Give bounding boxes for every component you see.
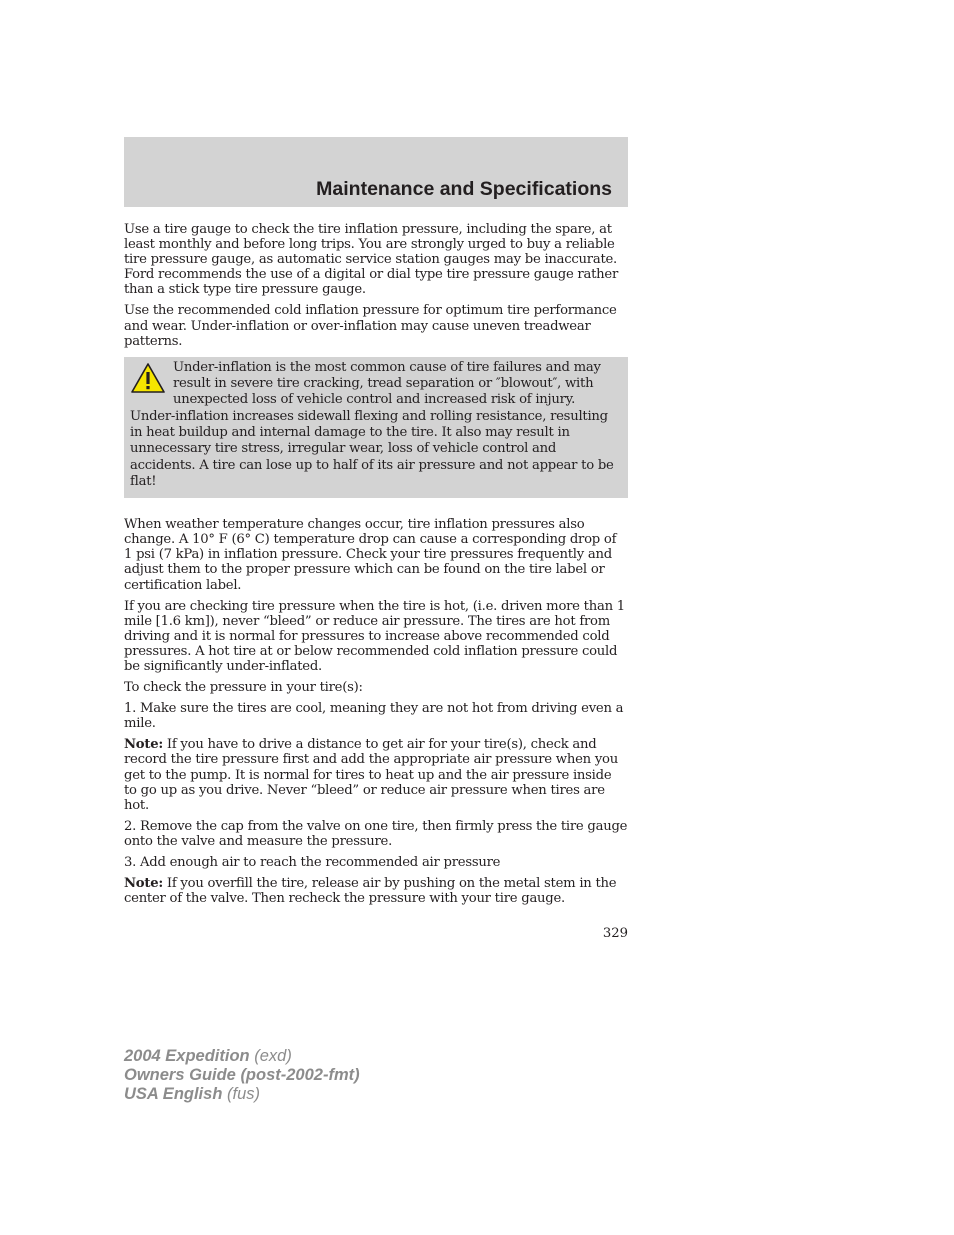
- paragraph-hot-tire: If you are checking tire pressure when the tire is hot, (i.e. driven more than 1 mile [1.6 km]), never “bleed” or reduce air pressure. The tires are hot from driving and it is normal for pressures to increase above recommended cold pressures. A hot tire at or below recommended cold inflation pressure could be significantly under-inflated.: [124, 598, 625, 674]
- footer-model-code: (exd): [249, 1047, 292, 1065]
- section-title: Maintenance and Specifications: [316, 178, 612, 200]
- note-1-label: Note:: [124, 737, 163, 753]
- warning-text: Under-inflation is the most common cause of tire failures and may result in severe tire cracking, tread separation or ″blowout″, with unexpected loss of vehicle control and increased risk of injury. Under-inflation increases sidewall flexing and rolling resistance, resulting in heat buildup and internal damage to the tire. It also may result in unnecessary tire stress, irregular wear, loss of vehicle control and accidents. A tire can lose up to half of its air pressure and not appear to be flat!: [130, 359, 614, 489]
- paragraph-gauge: Use a tire gauge to check the tire inflation pressure, including the spare, at least monthly and before long trips. You are strongly urged to buy a reliable tire pressure gauge, as automatic service station gauges may be inaccurate. Ford recommends the use of a digital or dial type tire pressure gauge rather than a stick type tire pressure gauge.: [124, 222, 619, 298]
- document-footer: [124, 1047, 360, 1104]
- step-1: 1. Make sure the tires are cool, meaning they are not hot from driving even a mile.: [124, 701, 624, 732]
- footer-line-1: [124, 1047, 360, 1066]
- warning-triangle-icon: [130, 362, 166, 394]
- note-2-label: Note:: [124, 876, 163, 892]
- section-header-band: [124, 137, 628, 207]
- warning-box: [124, 357, 628, 498]
- note-1-text: If you have to drive a distance to get air for your tire(s), check and record the tire pressure first and add the appropriate air pressure when you get to the pump. It is normal for tires to heat up and the air pressure inside to go up as you drive. Never “bleed” or reduce air pressure when tires are hot.: [124, 737, 618, 813]
- note-2-text: If you overfill the tire, release air by pushing on the metal stem in the center of the valve. Then recheck the pressure with your tire gauge.: [124, 876, 617, 907]
- footer-line-2: [124, 1066, 360, 1085]
- note-2: [124, 876, 628, 906]
- paragraph-temperature: When weather temperature changes occur, tire inflation pressures also change. A 10° F (6° C) temperature drop can cause a corresponding drop of 1 psi (7 kPa) in inflation pressure. Check your tire pressures frequently and adjust them to the proper pressure which can be found on the tire label or certification label.: [124, 517, 617, 593]
- paragraph-check-intro: To check the pressure in your tire(s):: [124, 680, 363, 696]
- step-2: 2. Remove the cap from the valve on one tire, then firmly press the tire gauge onto the valve and measure the pressure.: [124, 818, 628, 849]
- footer-language: USA English: [124, 1085, 223, 1103]
- step-3: 3. Add enough air to reach the recommended air pressure: [124, 855, 501, 870]
- page-content: [124, 222, 628, 912]
- footer-guide: Owners Guide (post-2002-fmt): [124, 1066, 360, 1084]
- note-1: [124, 737, 628, 812]
- footer-language-code: (fus): [222, 1085, 260, 1103]
- page-number: 329: [602, 926, 628, 941]
- footer-model: 2004 Expedition: [124, 1047, 250, 1065]
- footer-line-3: [124, 1085, 360, 1104]
- paragraph-cold-pressure: Use the recommended cold inflation pressure for optimum tire performance and wear. Under-inflation or over-inflation may cause uneven treadwear patterns.: [124, 303, 617, 349]
